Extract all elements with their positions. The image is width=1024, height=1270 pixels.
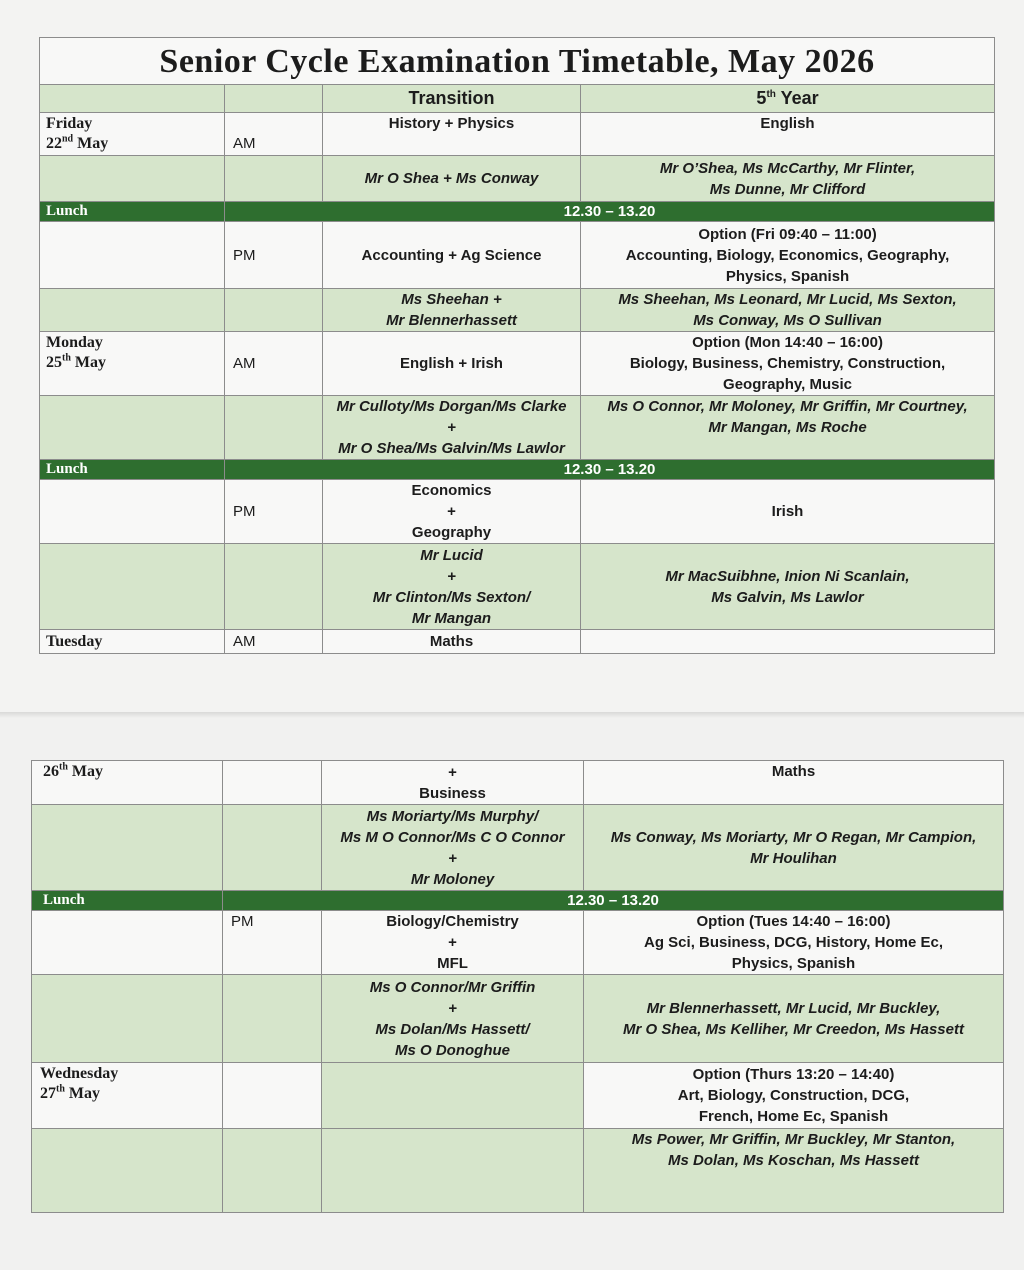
- slot-pm: PM: [223, 911, 322, 975]
- fifth-teachers: Mr MacSuibhne, Inion Ni Scanlain, Ms Galvin, Ms Lawlor: [581, 544, 995, 630]
- lunch-time: 12.30 – 13.20: [223, 891, 1004, 911]
- fifth-subject: Option (Thurs 13:20 – 14:40) Art, Biology, Construction, DCG, French, Home Ec, Spanish: [584, 1063, 1004, 1129]
- fifth-subject: Option (Mon 14:40 – 16:00) Biology, Business, Chemistry, Construction, Geography, Music: [581, 332, 995, 396]
- fifth-subject: Irish: [581, 480, 995, 544]
- transition-subject: English + Irish: [323, 332, 581, 396]
- slot-am: AM: [225, 332, 323, 396]
- fifth-teachers: Mr Blennerhassett, Mr Lucid, Mr Buckley, Mr O Shea, Ms Kelliher, Mr Creedon, Ms Hassett: [584, 975, 1004, 1063]
- day-monday: Monday 25th May: [40, 332, 225, 396]
- page-title: Senior Cycle Examination Timetable, May 2026: [40, 38, 995, 85]
- transition-subject: Economics + Geography: [323, 480, 581, 544]
- header-fifth-year: 5th Year: [581, 85, 995, 113]
- table-row: [32, 975, 1004, 1063]
- table-row: [40, 113, 995, 156]
- header-day: [40, 85, 225, 113]
- fifth-subject: English: [581, 113, 995, 156]
- fifth-subject: Option (Fri 09:40 – 11:00) Accounting, Biology, Economics, Geography, Physics, Spanish: [581, 222, 995, 289]
- slot-pm: PM: [225, 222, 323, 289]
- transition-subject: Biology/Chemistry + MFL: [322, 911, 584, 975]
- table-row: [40, 544, 995, 630]
- table-row: [32, 911, 1004, 975]
- day-tuesday: Tuesday: [40, 630, 225, 654]
- table-row: [40, 396, 995, 460]
- transition-subject: + Business: [322, 761, 584, 805]
- lunch-row: [32, 891, 1004, 911]
- slot-pm: PM: [225, 480, 323, 544]
- lunch-time: 12.30 – 13.20: [225, 202, 995, 222]
- fifth-teachers: Ms O Connor, Mr Moloney, Mr Griffin, Mr Courtney, Mr Mangan, Ms Roche: [581, 396, 995, 460]
- table-row: [40, 480, 995, 544]
- transition-subject: Maths: [323, 630, 581, 654]
- lunch-time: 12.30 – 13.20: [225, 460, 995, 480]
- header-transition: Transition: [323, 85, 581, 113]
- transition-subject: Accounting + Ag Science: [323, 222, 581, 289]
- fifth-teachers: Mr O’Shea, Ms McCarthy, Mr Flinter, Ms Dunne, Mr Clifford: [581, 156, 995, 202]
- date-tuesday: 26th May: [32, 761, 223, 805]
- timetable-part-2: [31, 760, 1004, 1213]
- table-row: [32, 1063, 1004, 1129]
- fifth-teachers: Ms Sheehan, Ms Leonard, Mr Lucid, Ms Sexton, Ms Conway, Ms O Sullivan: [581, 289, 995, 332]
- header-slot: [225, 85, 323, 113]
- transition-teachers: Mr Culloty/Ms Dorgan/Ms Clarke + Mr O Shea/Ms Galvin/Ms Lawlor: [323, 396, 581, 460]
- lunch-label: Lunch: [32, 891, 223, 911]
- table-row: [40, 630, 995, 654]
- table-row: [40, 332, 995, 396]
- lunch-row: [40, 460, 995, 480]
- table-row: [32, 805, 1004, 891]
- table-row: [32, 1129, 1004, 1213]
- header-row: [40, 85, 995, 113]
- transition-teachers: Mr Lucid + Mr Clinton/Ms Sexton/ Mr Mangan: [323, 544, 581, 630]
- table-row: [40, 156, 995, 202]
- transition-teachers: Ms Sheehan + Mr Blennerhassett: [323, 289, 581, 332]
- fifth-subject: Maths: [584, 761, 1004, 805]
- transition-teachers: Ms Moriarty/Ms Murphy/ Ms M O Connor/Ms C O Connor + Mr Moloney: [322, 805, 584, 891]
- slot-am: AM: [225, 113, 323, 156]
- table-row: [32, 761, 1004, 805]
- fifth-teachers: Ms Conway, Ms Moriarty, Mr O Regan, Mr Campion, Mr Houlihan: [584, 805, 1004, 891]
- day-wednesday: Wednesday 27th May: [32, 1063, 223, 1129]
- fifth-teachers: Ms Power, Mr Griffin, Mr Buckley, Mr Stanton, Ms Dolan, Ms Koschan, Ms Hassett: [584, 1129, 1004, 1213]
- slot-am: AM: [225, 630, 323, 654]
- lunch-label: Lunch: [40, 460, 225, 480]
- table-row: [40, 222, 995, 289]
- lunch-label: Lunch: [40, 202, 225, 222]
- transition-teachers: Mr O Shea + Ms Conway: [323, 156, 581, 202]
- lunch-row: [40, 202, 995, 222]
- table-row: [40, 289, 995, 332]
- page-fold: [0, 712, 1024, 718]
- fifth-subject: Option (Tues 14:40 – 16:00) Ag Sci, Business, DCG, History, Home Ec, Physics, Spanish: [584, 911, 1004, 975]
- timetable-part-1: [39, 37, 995, 654]
- transition-teachers: Ms O Connor/Mr Griffin + Ms Dolan/Ms Hassett/ Ms O Donoghue: [322, 975, 584, 1063]
- day-friday: Friday 22nd May: [40, 113, 225, 156]
- transition-subject: History + Physics: [323, 113, 581, 156]
